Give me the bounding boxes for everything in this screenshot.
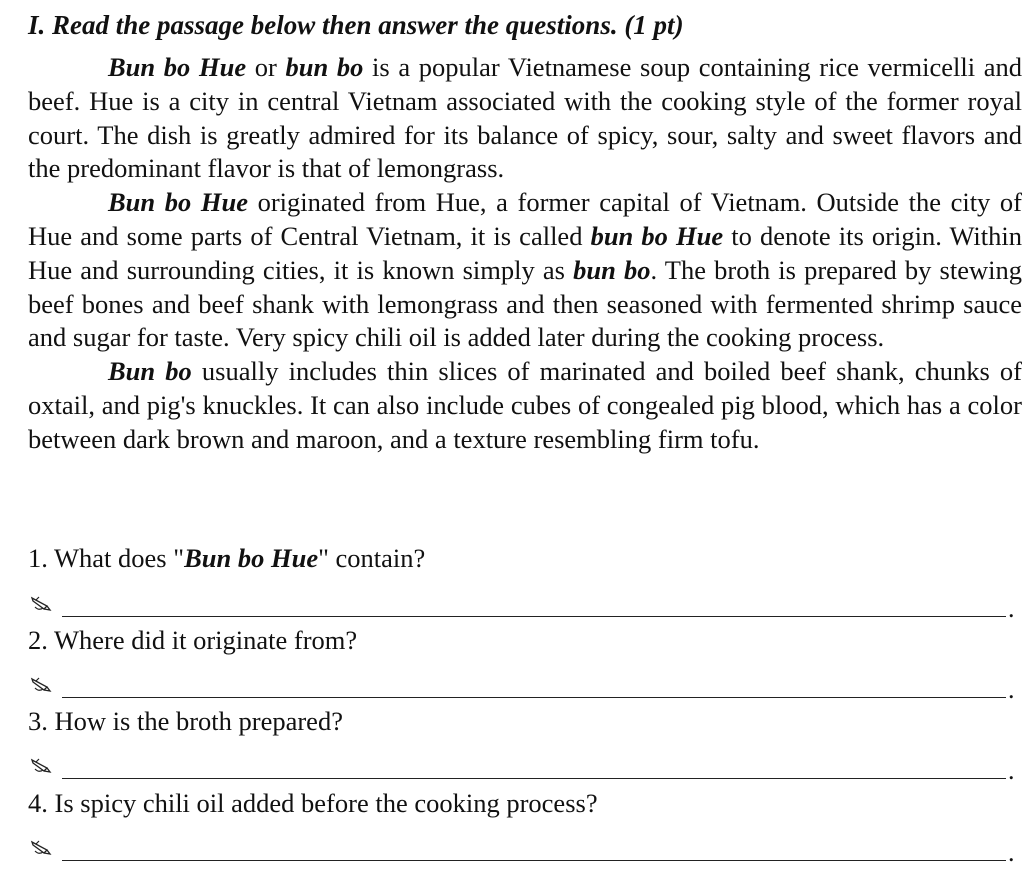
section-title: I. Read the passage below then answer the questions. (1 pt) [28, 10, 684, 40]
pencil-writing-icon [30, 675, 52, 693]
answer-end-mark: . [1008, 675, 1015, 704]
answer-blank-1[interactable] [62, 616, 1006, 617]
question-3: 3. How is the broth prepared? [28, 706, 343, 736]
pencil-writing-icon [30, 756, 52, 774]
answer-line-3[interactable] [28, 752, 1022, 785]
answer-end-mark: . [1008, 838, 1015, 867]
passage-paragraph-2: Bun bo Hue originated from Hue, a former capital of Vietnam. Outside the city of Hue and some parts of Central Vietnam, it is called bun bo Hue to denote its origin. Within Hue and surrounding cities, it is known simply as bun bo. The broth is prepared by stewing beef bones and beef shank with lemongrass and then seasoned with fermented shrimp sauce and sugar for taste. Very spicy chili oil is added later during the cooking process. [28, 187, 1022, 353]
reading-passage [28, 51, 1022, 457]
answer-end-mark: . [1008, 756, 1015, 785]
answer-end-mark: . [1008, 594, 1015, 623]
pencil-writing-icon [30, 594, 52, 612]
answer-blank-2[interactable] [62, 697, 1006, 698]
answer-line-1[interactable] [28, 590, 1022, 623]
answer-blank-4[interactable] [62, 860, 1006, 861]
passage-paragraph-3: Bun bo usually includes thin slices of marinated and boiled beef shank, chunks of oxtail, and pig's knuckles. It can also include cubes of congealed pig blood, which has a color between dark brown and maroon, and a texture resembling firm tofu. [28, 356, 1022, 454]
question-1: 1. What does "Bun bo Hue" contain? [28, 543, 426, 573]
question-2: 2. Where did it originate from? [28, 625, 358, 655]
answer-line-4[interactable] [28, 834, 1022, 867]
question-4: 4. Is spicy chili oil added before the cooking process? [28, 788, 598, 818]
answer-blank-3[interactable] [62, 778, 1006, 779]
passage-paragraph-1: Bun bo Hue or bun bo is a popular Vietnamese soup containing rice vermicelli and beef. Hue is a city in central Vietnam associated with the cooking style of the former royal court. The dish is greatly admired for its balance of spicy, sour, salty and sweet flavors and the predominant flavor is that of lemongrass. [28, 52, 1022, 184]
answer-line-2[interactable] [28, 671, 1022, 704]
pencil-writing-icon [30, 838, 52, 856]
